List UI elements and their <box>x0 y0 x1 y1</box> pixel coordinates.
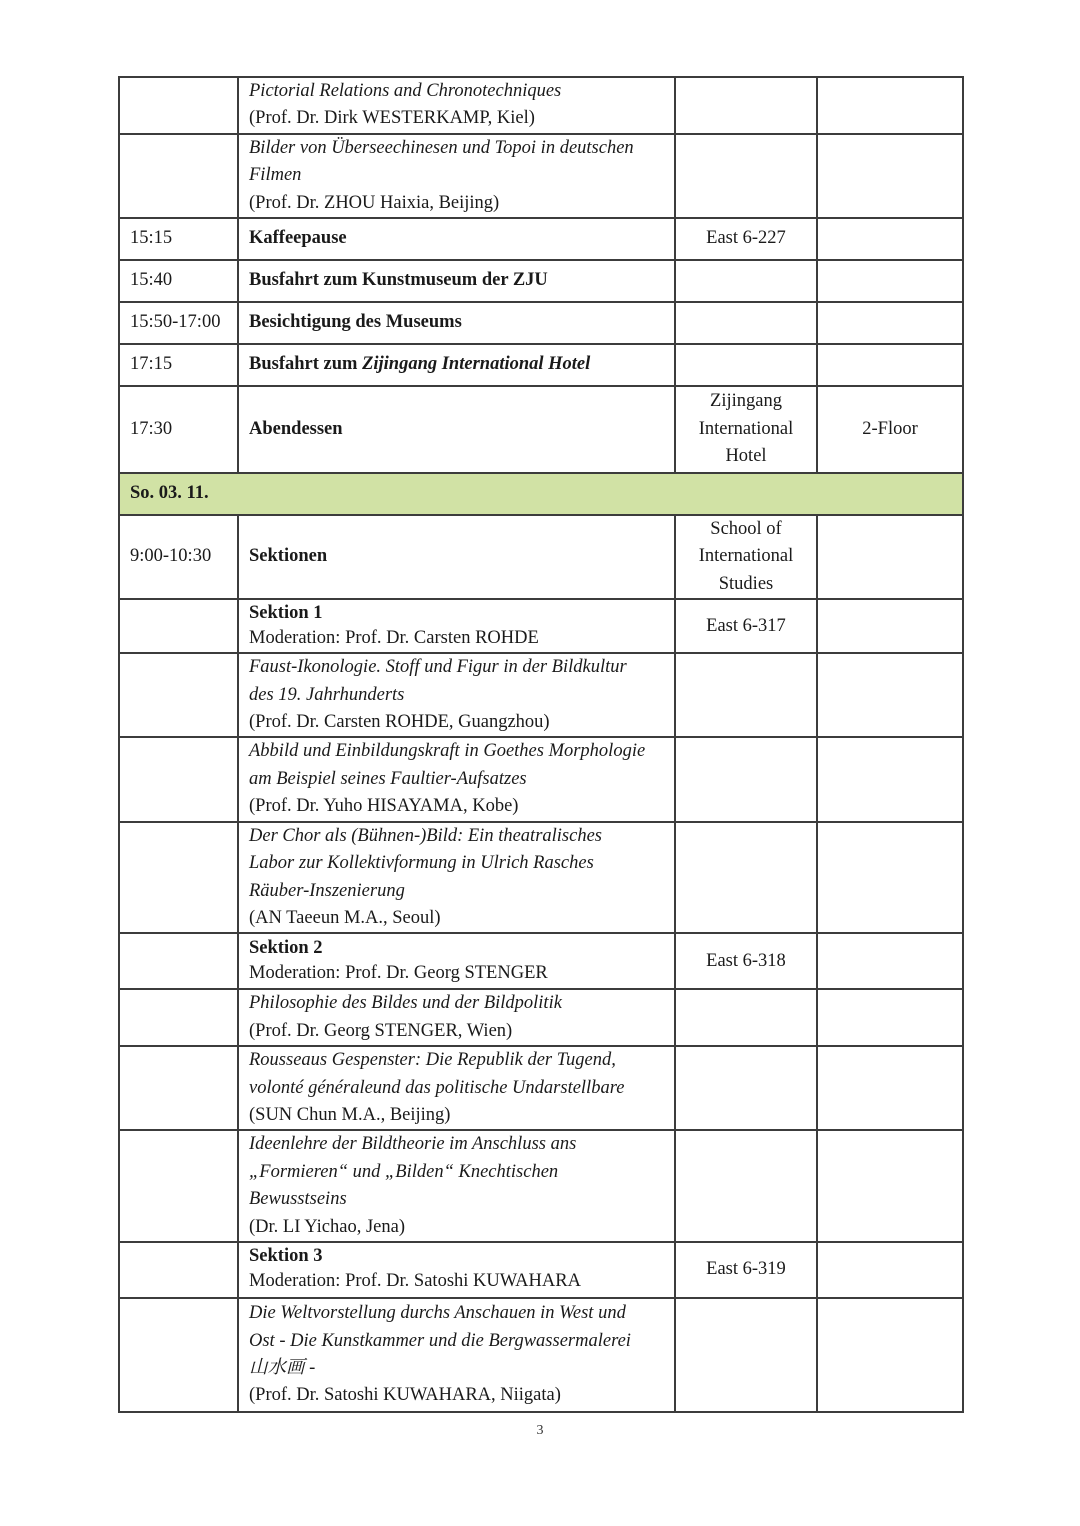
time-cell: 17:15 <box>119 344 238 386</box>
room-cell: East 6-227 <box>675 218 817 260</box>
floor-cell <box>817 933 963 989</box>
floor-cell <box>817 1046 963 1130</box>
room-cell <box>675 822 817 934</box>
room-cell <box>675 134 817 218</box>
description-line: Bilder von Überseechinesen und Topoi in deutschen <box>249 137 634 158</box>
description-cell <box>238 1046 675 1130</box>
room-cell <box>675 302 817 344</box>
room-line: Hotel <box>725 446 767 467</box>
day-header: So. 03. 11. <box>119 473 963 515</box>
time-cell <box>119 134 238 218</box>
floor-cell: 2-Floor <box>817 386 963 473</box>
section-title: Sektion 1 <box>249 602 323 623</box>
room-cell <box>675 737 817 821</box>
time-cell: 15:40 <box>119 260 238 302</box>
room-line: Studies <box>718 573 774 594</box>
program-table <box>118 76 964 1413</box>
table-row <box>119 653 963 737</box>
description-cell <box>238 260 675 302</box>
time-cell <box>119 653 238 737</box>
floor-cell <box>817 1298 963 1412</box>
description-cell <box>238 386 675 473</box>
room-cell <box>675 77 817 134</box>
description-emphasis: Zijingang International Hotel <box>362 354 591 375</box>
time-cell <box>119 1242 238 1298</box>
description-line: Ideenlehre der Bildtheorie im Anschluss ans <box>249 1134 577 1155</box>
description-line <box>249 351 664 378</box>
room-cell <box>675 344 817 386</box>
room-cell <box>675 260 817 302</box>
section-title: Sektion 3 <box>249 1246 323 1267</box>
description-cell <box>238 599 675 653</box>
floor-cell <box>817 737 963 821</box>
room-line: International <box>698 418 794 439</box>
description-line: Rousseaus Gespenster: Die Republik der Tugend, <box>249 1050 616 1071</box>
table-row <box>119 1130 963 1242</box>
room-cell <box>675 989 817 1046</box>
page-number: 3 <box>536 1423 544 1438</box>
description-prefix: Busfahrt zum <box>249 354 363 375</box>
description-line: (SUN Chun M.A., Beijing) <box>249 1104 451 1125</box>
description-cell <box>238 1242 675 1298</box>
description-line: Bewusstseins <box>249 1189 347 1210</box>
description-line: (Prof. Dr. Satoshi KUWAHARA, Niigata) <box>249 1385 561 1406</box>
room-cell <box>675 1130 817 1242</box>
room-line: Zijingang <box>710 391 782 412</box>
table-row <box>119 134 963 218</box>
table-row <box>119 822 963 934</box>
floor-cell <box>817 134 963 218</box>
time-cell: 15:15 <box>119 218 238 260</box>
time-cell <box>119 1130 238 1242</box>
section-moderation: Moderation: Prof. Dr. Georg STENGER <box>249 962 548 983</box>
description-line: Busfahrt zum Kunstmuseum der ZJU <box>249 270 548 291</box>
time-cell: 17:30 <box>119 386 238 473</box>
section-moderation: Moderation: Prof. Dr. Satoshi KUWAHARA <box>249 1271 581 1292</box>
time-cell <box>119 77 238 134</box>
table-row <box>119 1242 963 1298</box>
floor-cell <box>817 302 963 344</box>
description-line: Pictorial Relations and Chronotechniques <box>249 81 562 101</box>
room-cell <box>675 1298 817 1412</box>
description-line: Abbild und Einbildungskraft in Goethes Morphologie <box>249 741 646 762</box>
description-line: Der Chor als (Bühnen-)Bild: Ein theatralisches <box>249 825 602 846</box>
room-cell <box>675 1046 817 1130</box>
time-cell <box>119 933 238 989</box>
table-row <box>119 344 963 386</box>
description-cell <box>238 515 675 599</box>
floor-cell <box>817 822 963 934</box>
time-cell <box>119 1298 238 1412</box>
room-cell <box>675 386 817 473</box>
table-row <box>119 933 963 989</box>
table-row <box>119 1046 963 1130</box>
time-cell <box>119 1046 238 1130</box>
description-cell <box>238 737 675 821</box>
description-line: Kaffeepause <box>249 228 347 249</box>
floor-cell <box>817 77 963 134</box>
description-line: (Prof. Dr. Dirk WESTERKAMP, Kiel) <box>249 108 535 129</box>
description-cell <box>238 302 675 344</box>
description-cell <box>238 822 675 934</box>
description-cell <box>238 218 675 260</box>
table-row <box>119 737 963 821</box>
table-row <box>119 386 963 473</box>
description-line: „Formieren“ und „Bilden“ Knechtischen <box>249 1161 559 1182</box>
floor-cell <box>817 989 963 1046</box>
floor-cell <box>817 260 963 302</box>
description-line: Besichtigung des Museums <box>249 312 462 333</box>
floor-cell <box>817 1242 963 1298</box>
room-line: International <box>698 546 794 567</box>
description-cell <box>238 77 675 134</box>
time-cell <box>119 599 238 653</box>
description-line: Philosophie des Bildes und der Bildpolitik <box>249 993 562 1014</box>
description-line: (Prof. Dr. Carsten ROHDE, Guangzhou) <box>249 712 550 733</box>
description-line: (Prof. Dr. Yuho HISAYAMA, Kobe) <box>249 796 519 817</box>
time-cell <box>119 822 238 934</box>
description-line: (AN Taeeun M.A., Seoul) <box>249 907 441 928</box>
section-title: Sektion 2 <box>249 937 323 958</box>
description-line: (Prof. Dr. Georg STENGER, Wien) <box>249 1020 513 1041</box>
table-row <box>119 515 963 599</box>
description-line: Sektionen <box>249 546 328 567</box>
program-table-body <box>119 77 963 1412</box>
description-line: Filmen <box>249 165 302 186</box>
description-line: (Prof. Dr. ZHOU Haixia, Beijing) <box>249 192 500 213</box>
time-cell: 9:00-10:30 <box>119 515 238 599</box>
room-cell: East 6-317 <box>675 599 817 653</box>
floor-cell <box>817 1130 963 1242</box>
floor-cell <box>817 515 963 599</box>
table-row <box>119 302 963 344</box>
room-cell <box>675 653 817 737</box>
description-cell <box>238 933 675 989</box>
description-line: Räuber-Inszenierung <box>249 880 405 901</box>
room-cell: East 6-318 <box>675 933 817 989</box>
description-line: des 19. Jahrhunderts <box>249 684 405 705</box>
description-cell <box>238 344 675 386</box>
table-row <box>119 218 963 260</box>
time-cell <box>119 737 238 821</box>
table-row <box>119 473 963 515</box>
description-line: am Beispiel seines Faultier-Aufsatzes <box>249 768 527 789</box>
table-row <box>119 1298 963 1412</box>
floor-cell <box>817 599 963 653</box>
time-cell <box>119 989 238 1046</box>
description-line: Abendessen <box>249 418 343 439</box>
description-line: (Dr. LI Yichao, Jena) <box>249 1216 405 1237</box>
description-cell <box>238 1298 675 1412</box>
floor-cell <box>817 218 963 260</box>
description-cell <box>238 1130 675 1242</box>
room-cell: East 6-319 <box>675 1242 817 1298</box>
description-cell <box>238 989 675 1046</box>
floor-cell <box>817 344 963 386</box>
description-line: Ost - Die Kunstkammer und die Bergwassermalerei <box>249 1330 631 1351</box>
description-line: 山水画 - <box>249 1357 316 1378</box>
description-line: volonté généraleund das politische Undarstellbare <box>249 1077 625 1098</box>
section-moderation: Moderation: Prof. Dr. Carsten ROHDE <box>249 627 539 648</box>
floor-cell <box>817 653 963 737</box>
description-line: Labor zur Kollektivformung in Ulrich Rasches <box>249 853 594 874</box>
table-row <box>119 599 963 653</box>
table-row <box>119 77 963 134</box>
time-cell: 15:50-17:00 <box>119 302 238 344</box>
description-cell <box>238 653 675 737</box>
description-line: Faust-Ikonologie. Stoff und Figur in der Bildkultur <box>249 657 627 678</box>
table-row <box>119 989 963 1046</box>
room-line: School of <box>710 519 782 540</box>
description-line: Die Weltvorstellung durchs Anschauen in West und <box>249 1303 626 1324</box>
table-row <box>119 260 963 302</box>
description-cell <box>238 134 675 218</box>
room-cell <box>675 515 817 599</box>
